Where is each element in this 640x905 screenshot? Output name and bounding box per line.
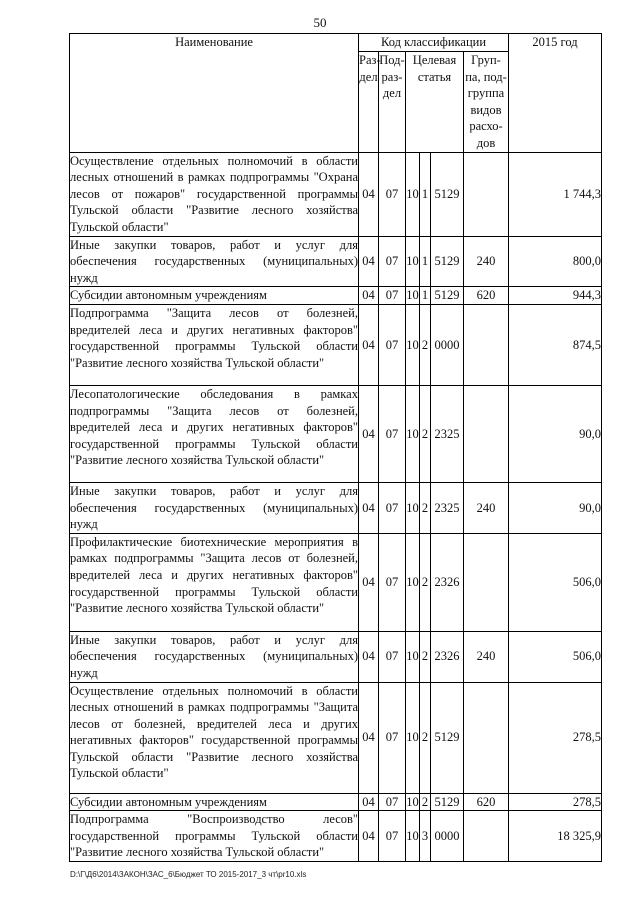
- row-target-program: 10: [406, 533, 420, 631]
- row-amount: 90,0: [509, 385, 602, 482]
- row-target-subprogram: 1: [420, 152, 431, 236]
- row-podrazdel: 07: [379, 533, 406, 631]
- row-expense-type: [464, 304, 509, 385]
- row-expense-type: 240: [464, 236, 509, 287]
- table-row: [70, 811, 602, 862]
- row-amount: 18 325,9: [509, 811, 602, 862]
- row-podrazdel: 07: [379, 631, 406, 682]
- header-razdel: Раз-дел: [359, 52, 379, 153]
- row-expense-type: 620: [464, 287, 509, 305]
- row-razdel: 04: [359, 811, 379, 862]
- header-podrazdel: Под-раз-дел: [379, 52, 406, 153]
- row-expense-type: 240: [464, 482, 509, 533]
- row-target-subprogram: 2: [420, 533, 431, 631]
- row-amount: 1 744,3: [509, 152, 602, 236]
- row-target-program: 10: [406, 811, 420, 862]
- row-name: Осуществление отдельных полномочий в области лесных отношений в рамках подпрограммы "Охрана лесов от пожаров" государственной программы Тульской области "Развитие лесного хозяйства Тульской области": [70, 152, 359, 236]
- row-name: Иные закупки товаров, работ и услуг для обеспечения государственных (муниципальных) нужд: [70, 236, 359, 287]
- table-row: [70, 793, 602, 811]
- row-name: Субсидии автономным учреждениям: [70, 793, 359, 811]
- row-target-direction: 5129: [431, 152, 464, 236]
- row-name: Подпрограмма "Защита лесов от болезней, вредителей леса и других негативных факторов" государственной программы Тульской области "Развитие лесного хозяйства Тульской области": [70, 304, 359, 385]
- row-target-subprogram: 2: [420, 385, 431, 482]
- table-row: [70, 304, 602, 385]
- header-code: Код классификации: [359, 34, 509, 52]
- row-target-direction: 2326: [431, 631, 464, 682]
- row-razdel: 04: [359, 385, 379, 482]
- row-podrazdel: 07: [379, 287, 406, 305]
- row-target-subprogram: 1: [420, 287, 431, 305]
- row-podrazdel: 07: [379, 482, 406, 533]
- header-name: Наименование: [70, 34, 359, 153]
- row-razdel: 04: [359, 682, 379, 793]
- row-amount: 278,5: [509, 682, 602, 793]
- table-row: [70, 152, 602, 236]
- row-name: Профилактические биотехнические мероприятия в рамках подпрограммы "Защита лесов от болезней, вредителей леса и других негативных факторов" государственной программы Тульской области "Развитие лесного хозяйства Тульской области": [70, 533, 359, 631]
- row-target-direction: 2325: [431, 482, 464, 533]
- row-target-direction: 5129: [431, 793, 464, 811]
- row-podrazdel: 07: [379, 236, 406, 287]
- row-amount: 944,3: [509, 287, 602, 305]
- row-expense-type: 620: [464, 793, 509, 811]
- row-expense-type: 240: [464, 631, 509, 682]
- row-target-program: 10: [406, 385, 420, 482]
- row-razdel: 04: [359, 236, 379, 287]
- row-target-program: 10: [406, 631, 420, 682]
- row-target-program: 10: [406, 793, 420, 811]
- table-row: [70, 533, 602, 631]
- row-target-subprogram: 1: [420, 236, 431, 287]
- row-amount: 278,5: [509, 793, 602, 811]
- row-name: Иные закупки товаров, работ и услуг для обеспечения государственных (муниципальных) нужд: [70, 482, 359, 533]
- row-target-direction: 5129: [431, 682, 464, 793]
- row-target-subprogram: 2: [420, 631, 431, 682]
- table-body: [70, 152, 602, 861]
- row-podrazdel: 07: [379, 793, 406, 811]
- table-row: [70, 482, 602, 533]
- row-target-direction: 0000: [431, 811, 464, 862]
- row-expense-type: [464, 682, 509, 793]
- row-amount: 506,0: [509, 631, 602, 682]
- row-target-subprogram: 2: [420, 682, 431, 793]
- row-name: Субсидии автономным учреждениям: [70, 287, 359, 305]
- row-razdel: 04: [359, 482, 379, 533]
- row-razdel: 04: [359, 304, 379, 385]
- row-expense-type: [464, 385, 509, 482]
- row-target-program: 10: [406, 482, 420, 533]
- row-amount: 90,0: [509, 482, 602, 533]
- header-vid: Груп-па, под-группа видов расхо-дов: [464, 52, 509, 153]
- page-number: 50: [313, 15, 327, 30]
- table-row: [70, 682, 602, 793]
- row-razdel: 04: [359, 793, 379, 811]
- row-podrazdel: 07: [379, 304, 406, 385]
- row-name: Иные закупки товаров, работ и услуг для обеспечения государственных (муниципальных) нужд: [70, 631, 359, 682]
- row-razdel: 04: [359, 287, 379, 305]
- row-name: Осуществление отдельных полномочий в области лесных отношений в рамках подпрограммы "Защита лесов от болезней, вредителей леса и других негативных факторов" государственной программы Тульской области "Развитие лесного хозяйства Тульской области": [70, 682, 359, 793]
- row-razdel: 04: [359, 631, 379, 682]
- table-row: [70, 236, 602, 287]
- row-target-subprogram: 3: [420, 811, 431, 862]
- row-target-direction: 5129: [431, 236, 464, 287]
- budget-table: [69, 33, 602, 862]
- row-amount: 874,5: [509, 304, 602, 385]
- row-name: Подпрограмма "Воспроизводство лесов" государственной программы Тульской области "Развитие лесного хозяйства Тульской области": [70, 811, 359, 862]
- row-target-direction: 2325: [431, 385, 464, 482]
- row-target-program: 10: [406, 304, 420, 385]
- row-target-subprogram: 2: [420, 304, 431, 385]
- table-row: [70, 631, 602, 682]
- row-target-program: 10: [406, 236, 420, 287]
- row-target-program: 10: [406, 682, 420, 793]
- header-target: Целевая статья: [406, 52, 464, 153]
- row-amount: 506,0: [509, 533, 602, 631]
- row-target-program: 10: [406, 287, 420, 305]
- row-expense-type: [464, 152, 509, 236]
- table-row: [70, 385, 602, 482]
- header-year: 2015 год: [509, 34, 602, 153]
- row-target-direction: 2326: [431, 533, 464, 631]
- row-name: Лесопатологические обследования в рамках подпрограммы "Защита лесов от болезней, вредителей леса и других негативных факторов" государственной программы Тульской области "Развитие лесного хозяйства Тульской области": [70, 385, 359, 482]
- row-expense-type: [464, 811, 509, 862]
- row-expense-type: [464, 533, 509, 631]
- row-razdel: 04: [359, 533, 379, 631]
- row-target-direction: 5129: [431, 287, 464, 305]
- row-target-subprogram: 2: [420, 793, 431, 811]
- row-target-program: 10: [406, 152, 420, 236]
- row-podrazdel: 07: [379, 682, 406, 793]
- row-target-direction: 0000: [431, 304, 464, 385]
- table-row: [70, 287, 602, 305]
- row-target-subprogram: 2: [420, 482, 431, 533]
- row-podrazdel: 07: [379, 385, 406, 482]
- row-amount: 800,0: [509, 236, 602, 287]
- file-path-footer: D:\Г\Д6\2014\ЗАКОН\ЗАС_6\Бюджет ТО 2015-2017_3 чт\pr10.xls: [70, 870, 307, 879]
- row-podrazdel: 07: [379, 152, 406, 236]
- row-podrazdel: 07: [379, 811, 406, 862]
- row-razdel: 04: [359, 152, 379, 236]
